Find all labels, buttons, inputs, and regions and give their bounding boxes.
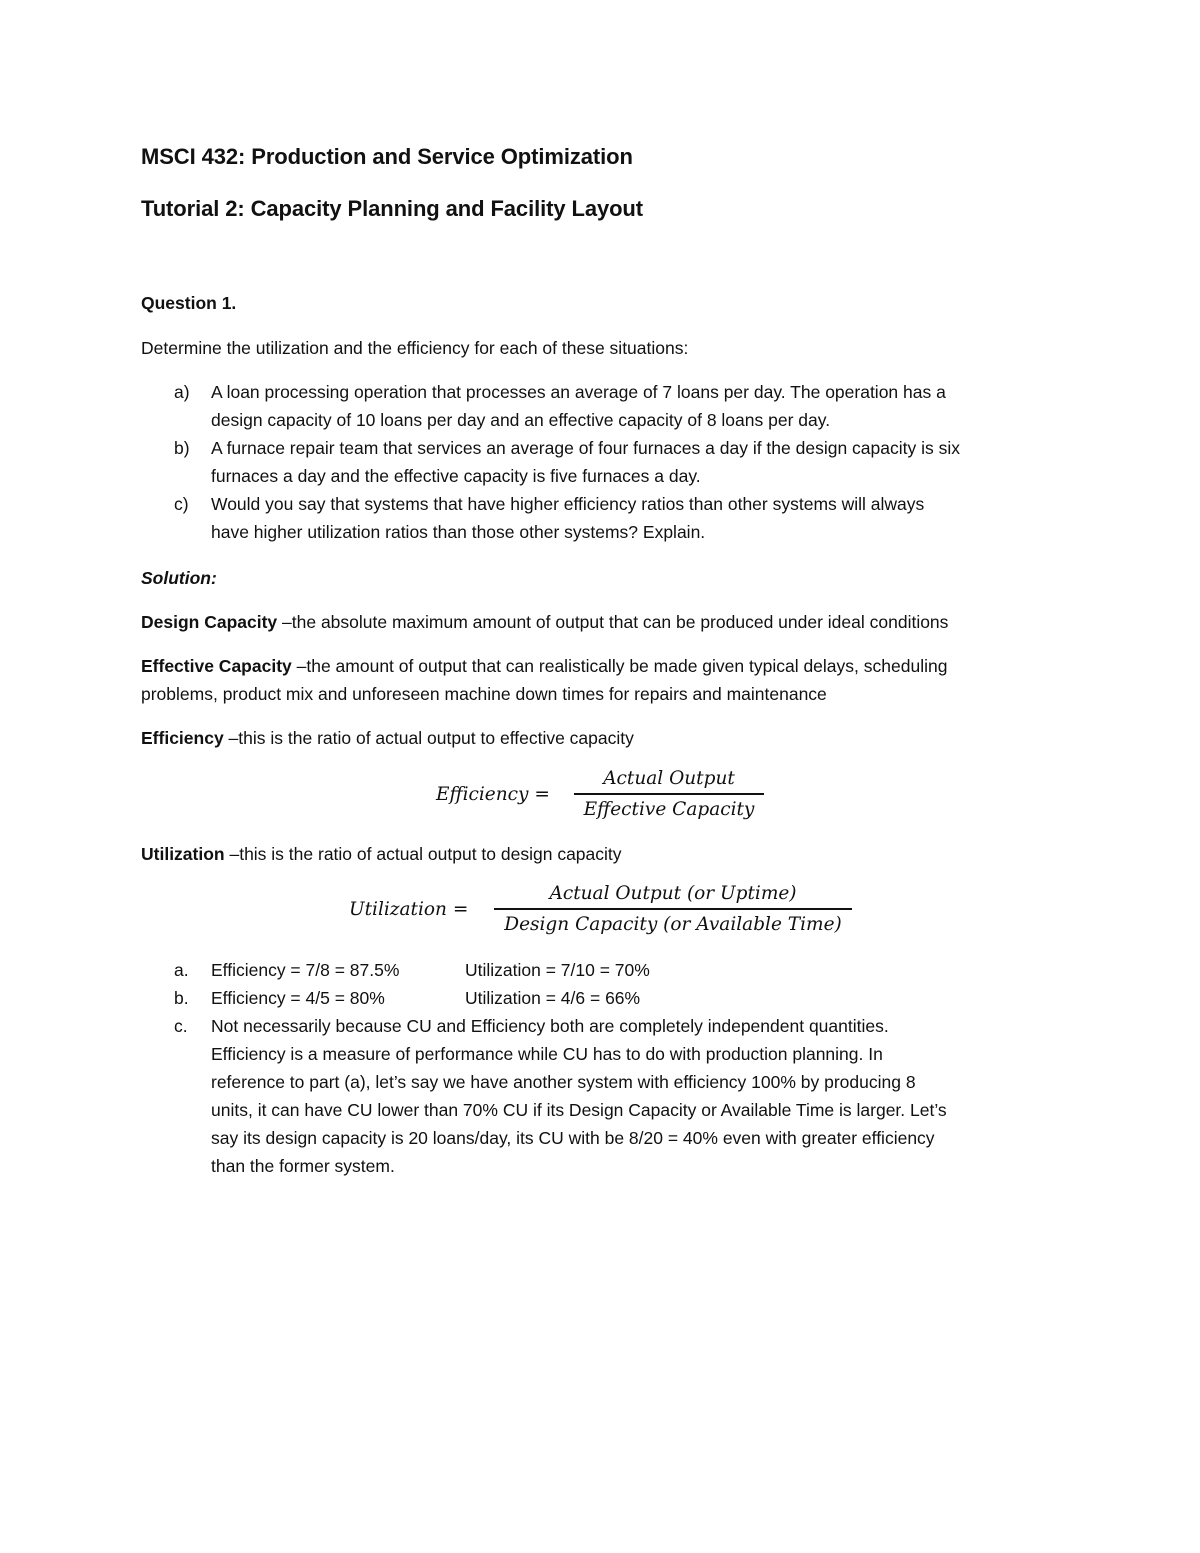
formula-lhs: Utilization = <box>349 899 469 920</box>
formula-denominator: Effective Capacity <box>583 799 755 820</box>
answer-utilization: Utilization = 4/6 = 66% <box>465 988 641 1008</box>
definition-utilization <box>141 840 622 868</box>
list-marker: a) <box>174 382 190 402</box>
definition-efficiency <box>141 724 634 752</box>
definition-text: –this is the ratio of actual output to effective capacity <box>223 728 634 748</box>
answer-c-line: than the former system. <box>211 1156 395 1176</box>
formula-numerator: Actual Output (or Uptime) <box>549 883 797 904</box>
solution-heading: Solution: <box>141 568 217 588</box>
list-item-line: design capacity of 10 loans per day and an effective capacity of 8 loans per day. <box>211 410 831 430</box>
fraction-bar <box>494 908 852 910</box>
list-item-line: A furnace repair team that services an average of four furnaces a day if the design capacity is six <box>211 438 961 458</box>
list-item-line: A loan processing operation that processes an average of 7 loans per day. The operation has a <box>211 382 946 402</box>
list-marker: b) <box>174 438 190 458</box>
answer-c-line: Efficiency is a measure of performance while CU has to do with production planning. In <box>211 1044 883 1064</box>
course-title: MSCI 432: Production and Service Optimization <box>141 144 633 169</box>
question-prompt: Determine the utilization and the efficiency for each of these situations: <box>141 338 689 358</box>
list-marker: c) <box>174 494 189 514</box>
list-marker: b. <box>174 988 189 1008</box>
list-item-line: furnaces a day and the effective capacity is five furnaces a day. <box>211 466 701 486</box>
formula-lhs: Efficiency = <box>436 784 550 805</box>
definition-design-capacity <box>141 608 948 636</box>
definition-term: Design Capacity <box>141 612 278 632</box>
answer-c-line: say its design capacity is 20 loans/day, its CU with be 8/20 = 40% even with greater efficiency <box>211 1128 935 1148</box>
answer-efficiency: Efficiency = 7/8 = 87.5% <box>211 960 400 980</box>
fraction-bar <box>574 793 764 795</box>
answer-efficiency: Efficiency = 4/5 = 80% <box>211 988 385 1008</box>
definition-effective-capacity <box>141 652 947 680</box>
answer-c-line: reference to part (a), let’s say we have another system with efficiency 100% by producing 8 <box>211 1072 916 1092</box>
formula-numerator: Actual Output <box>603 768 735 789</box>
answer-c-line: units, it can have CU lower than 70% CU if its Design Capacity or Available Time is larger. Let’s <box>211 1100 947 1120</box>
formula-fraction <box>574 766 764 823</box>
definition-term: Effective Capacity <box>141 656 292 676</box>
definition-term: Utilization <box>141 844 225 864</box>
answer-c-line: Not necessarily because CU and Efficiency both are completely independent quantities. <box>211 1016 889 1036</box>
answer-utilization: Utilization = 7/10 = 70% <box>465 960 650 980</box>
formula-fraction <box>494 881 852 938</box>
list-marker: c. <box>174 1016 188 1036</box>
definition-term: Efficiency <box>141 728 224 748</box>
list-item-line: have higher utilization ratios than those other systems? Explain. <box>211 522 706 542</box>
definition-text: –the absolute maximum amount of output that can be produced under ideal conditions <box>277 612 949 632</box>
tutorial-title: Tutorial 2: Capacity Planning and Facility Layout <box>141 196 643 221</box>
list-marker: a. <box>174 960 189 980</box>
list-item-line: Would you say that systems that have higher efficiency ratios than other systems will always <box>211 494 925 514</box>
definition-effective-capacity-line2: problems, product mix and unforeseen machine down times for repairs and maintenance <box>141 684 827 704</box>
formula-denominator: Design Capacity (or Available Time) <box>504 914 842 935</box>
question-heading: Question 1. <box>141 293 237 313</box>
definition-text: –this is the ratio of actual output to design capacity <box>224 844 622 864</box>
definition-text: –the amount of output that can realistically be made given typical delays, scheduling <box>291 656 948 676</box>
